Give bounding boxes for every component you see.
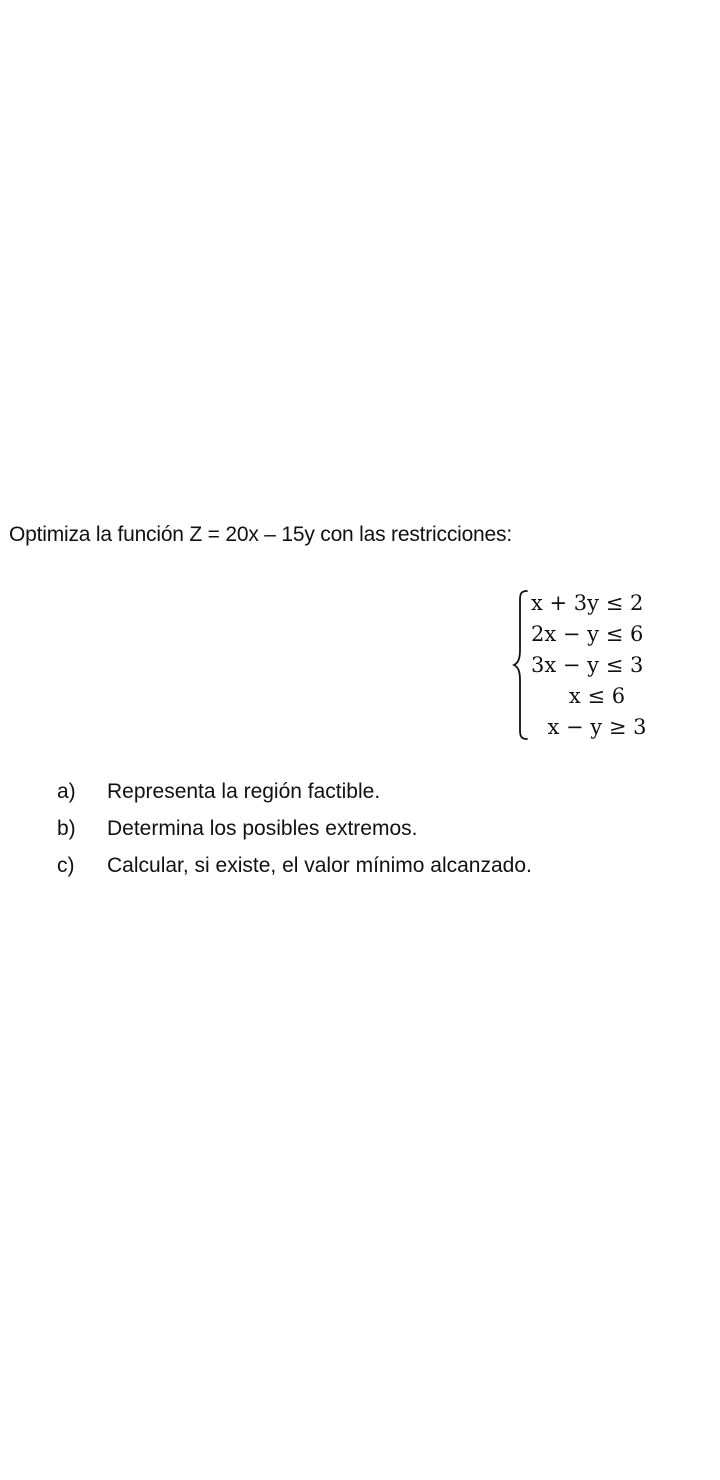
list-item-text: Calcular, si existe, el valor mínimo alcanzado. <box>107 854 532 877</box>
list-item <box>57 852 532 889</box>
task-list <box>57 778 532 889</box>
constraint-system <box>512 588 672 742</box>
problem-statement: Optimiza la función Z = 20x – 15y con las restricciones: <box>9 523 512 546</box>
list-item-text: Determina los posibles extremos. <box>107 817 418 840</box>
constraint-row: x + 3y ≤ 2 <box>531 591 644 615</box>
constraint-row: x − y ≥ 3 <box>547 715 647 739</box>
left-brace-icon <box>512 588 530 742</box>
list-marker: b) <box>57 817 76 840</box>
constraint-row: 3x − y ≤ 3 <box>531 653 644 677</box>
constraint-list <box>531 588 663 743</box>
list-item <box>57 778 532 815</box>
list-marker: a) <box>57 780 76 803</box>
constraint-row: x ≤ 6 <box>568 684 626 708</box>
list-marker: c) <box>57 854 75 877</box>
constraint-row: 2x − y ≤ 6 <box>531 622 644 646</box>
list-item-text: Representa la región factible. <box>107 780 381 803</box>
list-item <box>57 815 532 852</box>
